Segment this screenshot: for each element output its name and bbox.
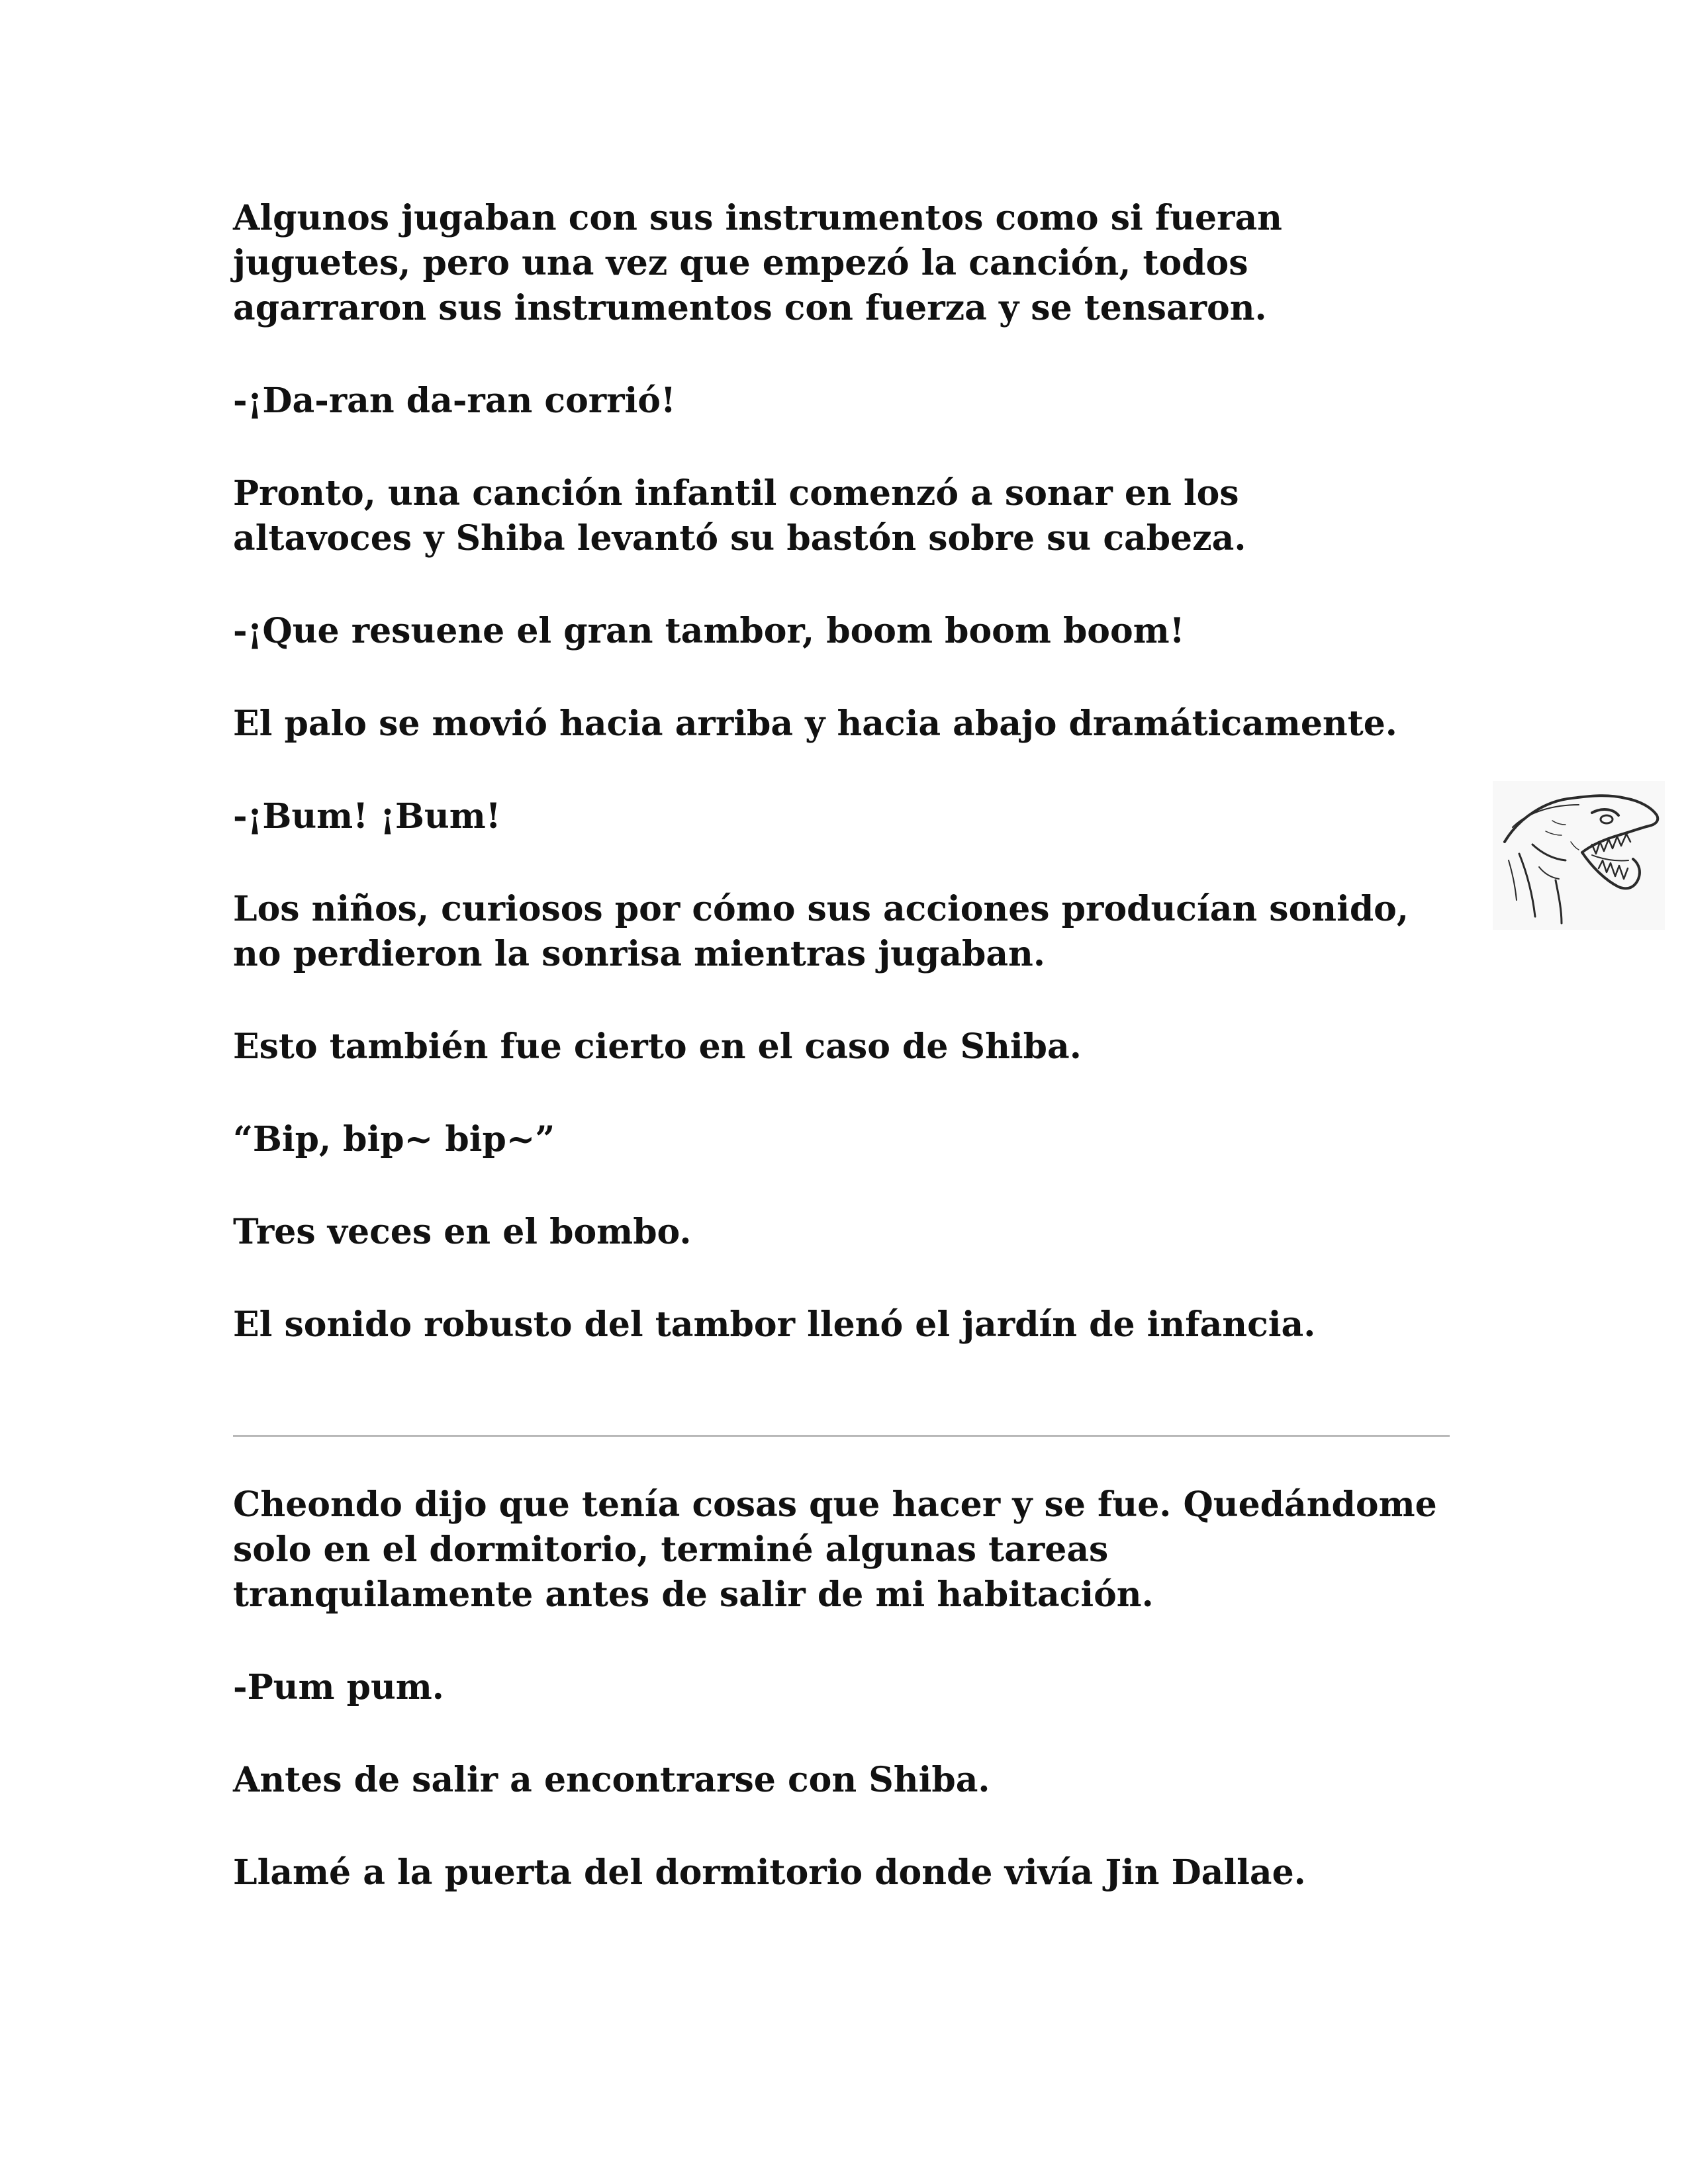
paragraph: Esto también fue cierto en el caso de Shiba. <box>233 1026 1082 1067</box>
text-section-1 <box>233 196 1451 1395</box>
paragraph: Llamé a la puerta del dormitorio donde vivía Jin Dallae. <box>233 1852 1306 1893</box>
paragraph: El palo se movió hacia arriba y hacia abajo dramáticamente. <box>233 704 1397 744</box>
paragraph: Antes de salir a encontrarse con Shiba. <box>233 1760 990 1800</box>
paragraph: El sonido robusto del tambor llenó el jardín de infancia. <box>233 1304 1316 1345</box>
paragraph: Los niños, curiosos por cómo sus acciones producían sonido, no perdieron la sonrisa mientras jugaban. <box>233 889 1409 974</box>
paragraph: -¡Bum! ¡Bum! <box>233 796 501 837</box>
text-section-2 <box>233 1482 1451 1943</box>
paragraph: -¡Que resuene el gran tambor, boom boom boom! <box>233 611 1185 651</box>
section-divider <box>233 1435 1450 1437</box>
paragraph: “Bip, bip~ bip~” <box>233 1119 555 1160</box>
paragraph: -¡Da-ran da-ran corrió! <box>233 381 676 421</box>
paragraph: Cheondo dijo que tenía cosas que hacer y se fue. Quedándome solo en el dormitorio, terminé algunas tareas tranquilamente antes de salir de mi habitación. <box>233 1484 1437 1615</box>
paragraph: Algunos jugaban con sus instrumentos como si fueran juguetes, pero una vez que empezó la canción, todos agarraron sus instrumentos con fuerza y se tensaron. <box>233 198 1282 328</box>
dinosaur-head-icon <box>1493 781 1665 930</box>
paragraph: -Pum pum. <box>233 1667 444 1707</box>
paragraph: Pronto, una canción infantil comenzó a sonar en los altavoces y Shiba levantó su bastón sobre su cabeza. <box>233 473 1246 559</box>
paragraph: Tres veces en el bombo. <box>233 1212 692 1252</box>
